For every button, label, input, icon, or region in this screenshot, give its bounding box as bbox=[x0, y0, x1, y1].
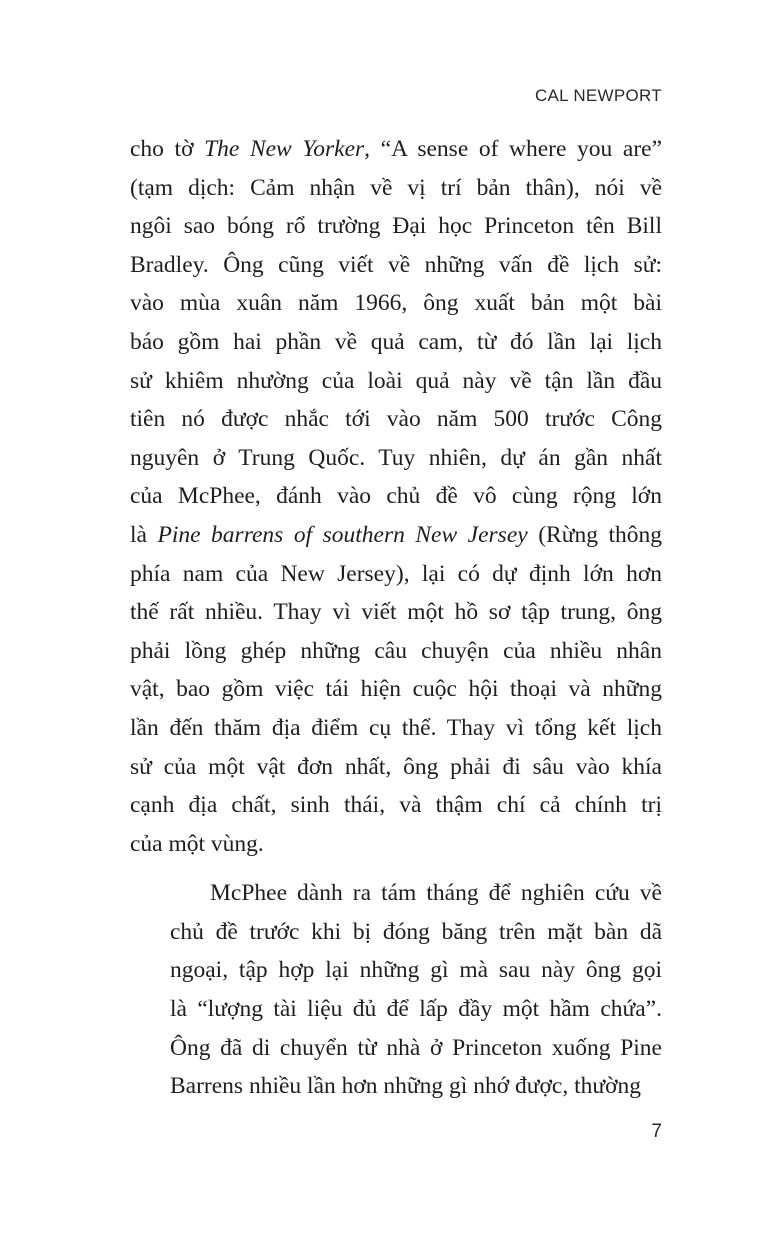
paragraph bbox=[130, 874, 662, 1106]
text-line: tiên nó được nhắc tới vào năm 500 trước Công bbox=[130, 406, 662, 433]
text-line: Ông đã di chuyển từ nhà ở Princeton xuống Pine bbox=[170, 1034, 662, 1061]
text-line: chủ đề trước khi bị đóng băng trên mặt bàn dã bbox=[170, 918, 662, 945]
text-line: Barrens nhiều lần hơn những gì nhớ được, thường bbox=[170, 1073, 642, 1100]
text-line: cạnh địa chất, sinh thái, và thậm chí cả chính trị bbox=[130, 792, 662, 819]
text-line: sử khiêm nhường của loài quả này về tận lần đầu bbox=[130, 367, 662, 394]
paragraph bbox=[130, 130, 662, 863]
text-line: của McPhee, đánh vào chủ đề vô cùng rộng lớn bbox=[130, 483, 662, 510]
text-line: phải lồng ghép những câu chuyện của nhiều nhân bbox=[130, 637, 662, 664]
italic-title: Pine barrens of southern New Jersey bbox=[157, 521, 528, 548]
text-line: là “lượng tài liệu đủ để lấp đầy một hầm chứa”. bbox=[170, 996, 662, 1023]
text-line: là Pine barrens of southern New Jersey (Rừng thông bbox=[130, 521, 662, 548]
text-line: vật, bao gồm việc tái hiện cuộc hội thoại và những bbox=[130, 676, 662, 703]
text-line: của một vùng. bbox=[130, 830, 264, 857]
text-line: Bradley. Ông cũng viết về những vấn đề lịch sử: bbox=[130, 251, 662, 278]
text-line: sử của một vật đơn nhất, ông phải đi sâu vào khía bbox=[130, 753, 662, 780]
text-line: thế rất nhiều. Thay vì viết một hồ sơ tập trung, ông bbox=[130, 599, 662, 626]
text-line: McPhee dành ra tám tháng để nghiên cứu về bbox=[210, 880, 662, 907]
text-line: nguyên ở Trung Quốc. Tuy nhiên, dự án gần nhất bbox=[130, 444, 662, 471]
text-line: ngoại, tập hợp lại những gì mà sau này ông gọi bbox=[170, 957, 662, 984]
text-line: vào mùa xuân năm 1966, ông xuất bản một bài bbox=[130, 290, 662, 317]
text-line: (tạm dịch: Cảm nhận về vị trí bản thân), nói về bbox=[130, 174, 662, 201]
page-number: 7 bbox=[651, 1121, 662, 1142]
text-line: báo gồm hai phần về quả cam, từ đó lần lại lịch bbox=[130, 328, 662, 355]
running-head: CAL NEWPORT bbox=[534, 86, 662, 105]
text-line: lần đến thăm địa điểm cụ thể. Thay vì tổng kết lịch bbox=[130, 714, 662, 741]
body-text bbox=[130, 130, 662, 1106]
italic-title: The New Yorker bbox=[204, 136, 365, 162]
text-line: phía nam của New Jersey), lại có dự định lớn hơn bbox=[130, 560, 662, 587]
text-line: cho tờ The New Yorker, “A sense of where you are” bbox=[130, 136, 663, 162]
text-line: ngôi sao bóng rổ trường Đại học Princeton tên Bill bbox=[130, 213, 662, 240]
